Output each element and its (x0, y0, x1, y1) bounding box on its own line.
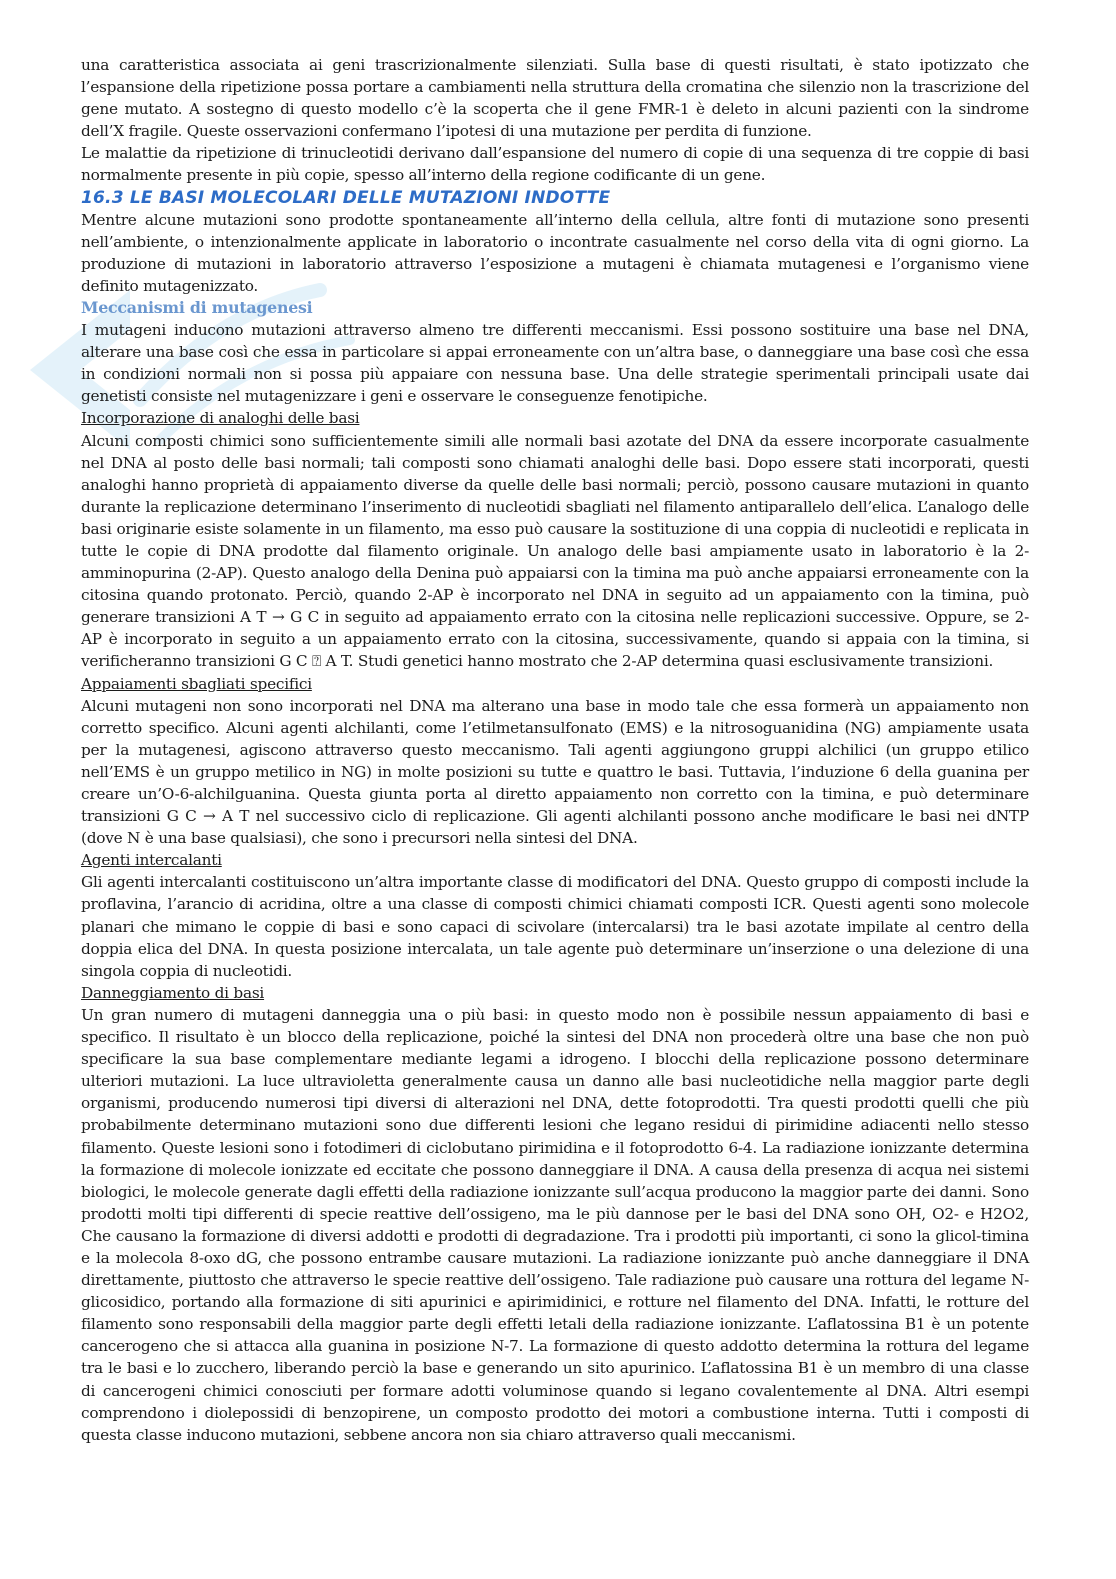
paragraph-expansion-repeat: una caratteristica associata ai geni trascrizionalmente silenziati. Sulla base di questi risultati, è stato ipotizzato che l’espansione della ripetizione possa portare a cambiamenti nella struttura della cromatina che silenzio non la trascrizione del gene mutato. A sostegno di questo modello c’è la scoperta che il gene FMR-1 è deleto in alcuni pazienti con la sindrome dell’X fragile. Queste osservazioni confermano l’ipotesi di una mutazione per perdita di funzione. (81, 56, 1029, 141)
paragraph-base-damage: Un gran numero di mutageni danneggia una o più basi: in questo modo non è possibile nessun appaiamento di basi e specifico. Il risultato è un blocco della replicazione, poiché la sintesi del DNA non procederà oltre una base che non può specificare la sua base complementare mediante legami a idrogeno. I blocchi della replicazione possono determinare ulteriori mutazioni. La luce ultravioletta generalmente causa un danno alle basi nucleotidiche nella maggior parte degli organismi, producendo numerosi tipi diversi di alterazioni nel DNA, dette fotoprodotti. Tra questi prodotti quelli che più probabilmente determinano mutazioni sono due differenti lesioni che legano residui di pirimidine adiacenti nello stesso filamento. Queste lesioni sono i fotodimeri di ciclobutano pirimidina e il fotoprodotto 6-4. La radiazione ionizzante determina la formazione di molecole ionizzate ed eccitate che possono danneggiare il DNA. A causa della presenza di acqua nei sistemi biologici, le molecole generate dagli effetti della radiazione ionizzante sull’acqua producono la maggior parte dei danni. Sono prodotti molti tipi differenti di specie reattive dell’ossigeno, ma le più dannose per le basi del DNA sono OH, O2- e H2O2, Che causano la formazione di diversi addotti e prodotti di degradazione. Tra i prodotti più importanti, ci sono la glicol-timina e la molecola 8-oxo dG, che possono entrambe causare mutazioni. La radiazione ionizzante può anche danneggiare il DNA direttamente, piuttosto che attraverso le specie reattive dell’ossigeno. Tale radiazione può causare una rottura del legame N-glicosidico, portando alla formazione di siti apurinici e apirimidinici, e rotture nel filamento del DNA. Infatti, le rotture del filamento sono responsabili della maggior parte degli effetti letali della radiazione ionizzante. L’aflatossina B1 è un potente cancerogeno che si attacca alla guanina in posizione N-7. La formazione di questo addotto determina la rottura del legame tra le basi e lo zucchero, liberando perciò la base e generando un sito apurinico. L’aflatossina B1 è un membro di una classe di cancerogeni chimici conosciuti per formare adotti voluminose quando si legano covalentemente al DNA. Altri esempi comprendono i diolepossidi di benzopirene, un composto prodotto dei motori a combustione interna. Tutti i composti di questa classe inducono mutazioni, sebbene ancora non sia chiaro attraverso quali meccanismi. (81, 1005, 1029, 1444)
paragraph-mechanisms: I mutageni inducono mutazioni attraverso almeno tre differenti meccanismi. Essi possono sostituire una base nel DNA, alterare una base così che essa in particolare si appai erroneamente con un’altra base, o danneggiare una base così che essa in condizioni normali non si possa più appaiare con nessuna base. Una delle strategie sperimentali principali usate dai genetisti consiste nel mutagenizzare i geni e osservare le conseguenze fenotipiche. (81, 321, 1029, 406)
subheading-intercalating-agents: Agenti intercalanti (81, 851, 222, 870)
subheading-base-damage: Danneggiamento di basi (81, 983, 265, 1002)
subheading-base-analogs: Incorporazione di analoghi delle basi (81, 409, 360, 428)
paragraph-base-analogs: Alcuni composti chimici sono sufficientemente simili alle normali basi azotate del DNA da essere incorporate casualmente nel DNA al posto delle basi normali; tali composti sono chiamati analoghi delle basi. Dopo essere stati incorporati, questi analoghi hanno proprietà di appaiamento diverse da quelle delle basi normali; perciò, possono causare mutazioni in quanto durante la replicazione determinano l’inserimento di nucleotidi sbagliati nel filamento antiparallelo dell’elica. L’analogo delle basi originarie esiste solamente in un filamento, ma esso può causare la sostituzione di una coppia di nucleotidi e replicata in tutte le copie di DNA prodotte dal filamento originale. Un analogo delle basi ampiamente usato in laboratorio è la 2-amminopurina (2-AP). Questo analogo della Denina può appaiarsi con la timina ma può anche appaiarsi erroneamente con la citosina quando protonato. Perciò, quando 2-AP è incorporato nel DNA in seguito ad un appaiamento con la timina, può generare transizioni A T → G C in seguito ad appaiamento errato con la citosina nelle replicazioni successive. Oppure, se 2-AP è incorporato in seguito a un appaiamento errato con la citosina, successivamente, quando si appaia con la timina, si verificheranno transizioni G C ⍰ A T. Studi genetici hanno mostrato che 2-AP determina quasi esclusivamente transizioni. (81, 431, 1029, 671)
paragraph-intercalating-agents: Gli agenti intercalanti costituiscono un’altra importante classe di modificatori del DNA. Questo gruppo di composti include la proflavina, l’arancio di acridina, oltre a una classe di composti chimici chiamati composti ICR. Questi agenti sono molecole planari che mimano le coppie di basi e sono capaci di scivolare (intercalarsi) tra le basi azotate impilate al centro della doppia elica del DNA. In questa posizione intercalata, un tale agente può determinare un’inserzione o una delezione di una singola coppia di nucleotidi. (81, 873, 1029, 980)
paragraph-induced-mutations: Mentre alcune mutazioni sono prodotte spontaneamente all’interno della cellula, altre fonti di mutazione sono presenti nell’ambiente, o intenzionalmente applicate in laboratorio o incontrate casualmente nel corso della vita di ogni giorno. La produzione di mutazioni in laboratorio attraverso l’esposizione a mutageni è chiamata mutagenesi e l’organismo viene definito mutagenizzato. (81, 210, 1029, 295)
section-title-16-3: 16.3 LE BASI MOLECOLARI DELLE MUTAZIONI INDOTTE (81, 187, 611, 208)
paragraph-trinucleotide-diseases: Le malattie da ripetizione di trinucleotidi derivano dall’espansione del numero di copie di una sequenza di tre coppie di basi normalmente presente in più copie, spesso all’interno della regione codificante di un gene. (81, 144, 1029, 185)
subheading-mechanisms: Meccanismi di mutagenesi (81, 297, 313, 317)
paragraph-specific-mispairing: Alcuni mutageni non sono incorporati nel DNA ma alterano una base in modo tale che essa formerà un appaiamento non corretto specifico. Alcuni agenti alchilanti, come l’etilmetansulfonato (EMS) e la nitrosoguanidina (NG) ampiamente usata per la mutagenesi, agiscono attraverso questo meccanismo. Tali agenti aggiungono gruppi alchilici (un gruppo etilico nell’EMS è un gruppo metilico in NG) in molte posizioni su tutte e quattro le basi. Tuttavia, l’induzione 6 della guanina per creare un’O-6-alchilguanina. Questa giunta porta al diretto appaiamento non corretto con la timina, e può determinare transizioni G C → A T nel successivo ciclo di replicazione. Gli agenti alchilanti possono anche modificare le basi nei dNTP (dove N è una base qualsiasi), che sono i precursori nella sintesi del DNA. (81, 696, 1029, 848)
subheading-specific-mispairing: Appaiamenti sbagliati specifici (81, 674, 312, 693)
document-body (81, 54, 1029, 1446)
